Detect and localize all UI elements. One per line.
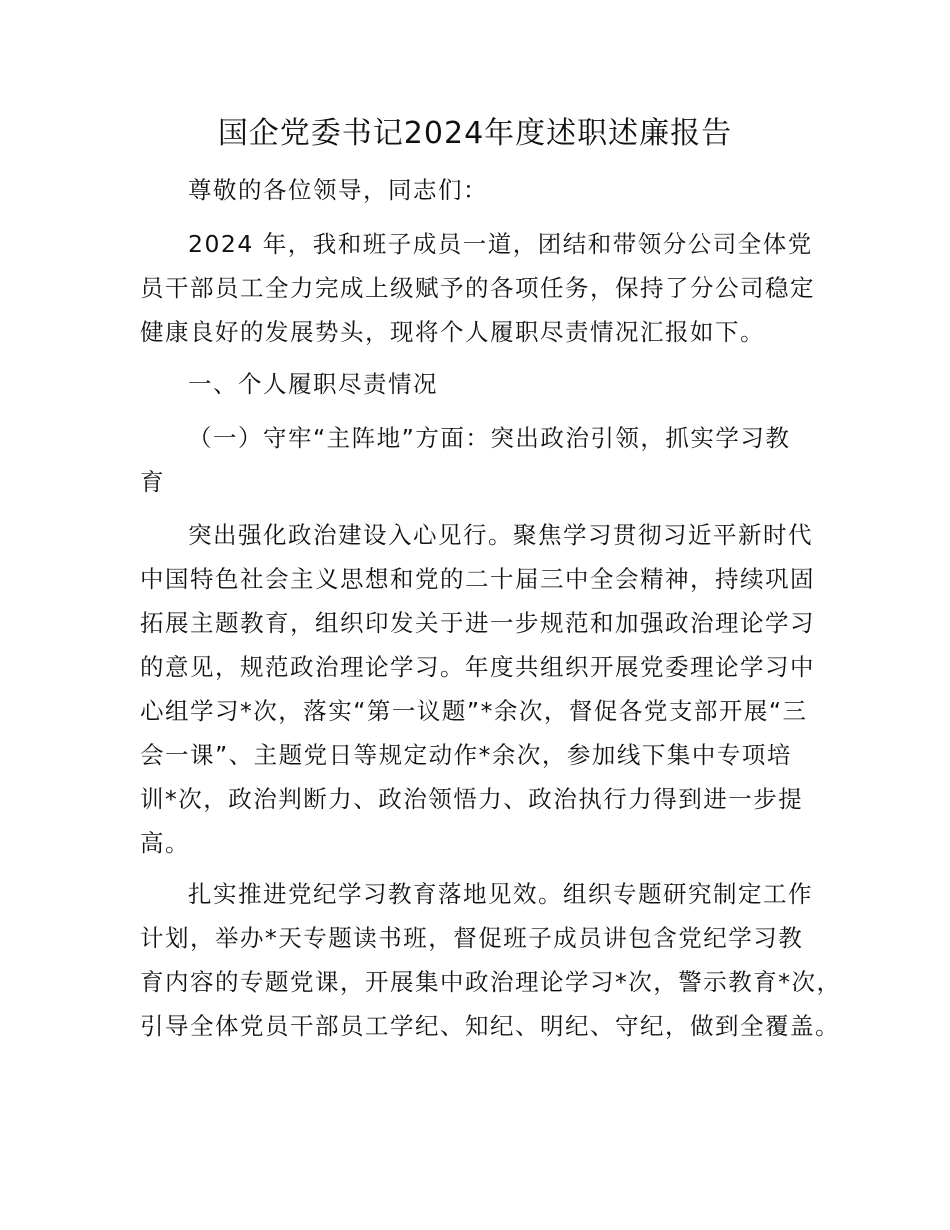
subsection-heading: （一）守牢“主阵地”方面：突出政治引领，抓实学习教: [188, 424, 791, 452]
paragraph-line: 训*次，政治判断力、政治领悟力、政治执行力得到进一步提: [140, 785, 804, 813]
paragraph-line: 健康良好的发展势头，现将个人履职尽责情况汇报如下。: [140, 318, 765, 346]
section-heading: 一、个人履职尽责情况: [188, 370, 438, 398]
paragraph-line: 扎实推进党纪学习教育落地见效。组织专题研究制定工作: [188, 880, 813, 908]
paragraph-line: 突出强化政治建设入心见行。聚焦学习贯彻习近平新时代: [188, 521, 813, 549]
paragraph-line: 计划，举办*天专题读书班，督促班子成员讲包含党纪学习教: [140, 924, 804, 952]
paragraph-line: 引导全体党员干部员工学纪、知纪、明纪、守纪，做到全覆盖。: [140, 1012, 840, 1040]
paragraph-line: 育内容的专题党课，开展集中政治理论学习*次，警示教育*次，: [140, 968, 842, 996]
paragraph-line: 员干部员工全力完成上级赋予的各项任务，保持了分公司稳定: [140, 274, 815, 302]
paragraph-line: 的意见，规范政治理论学习。年度共组织开展党委理论学习中: [140, 653, 815, 681]
paragraph-line: 会一课”、主题党日等规定动作*余次，参加线下集中专项培: [140, 741, 792, 769]
greeting: 尊敬的各位领导，同志们：: [188, 176, 488, 204]
paragraph-line: 拓展主题教育，组织印发关于进一步规范和加强政治理论学习: [140, 609, 815, 637]
paragraph-line: 中国特色社会主义思想和党的二十届三中全会精神，持续巩固: [140, 565, 815, 593]
paragraph-line: 心组学习*次，落实“第一议题”*余次，督促各党支部开展“三: [140, 697, 808, 725]
paragraph-line: 2024 年，我和班子成员一道，团结和带领分公司全体党: [188, 230, 813, 258]
paragraph-line: 高。: [140, 829, 190, 857]
subsection-heading-continued: 育: [140, 468, 165, 496]
document-title: 国企党委书记2024年度述职述廉报告: [217, 116, 733, 151]
